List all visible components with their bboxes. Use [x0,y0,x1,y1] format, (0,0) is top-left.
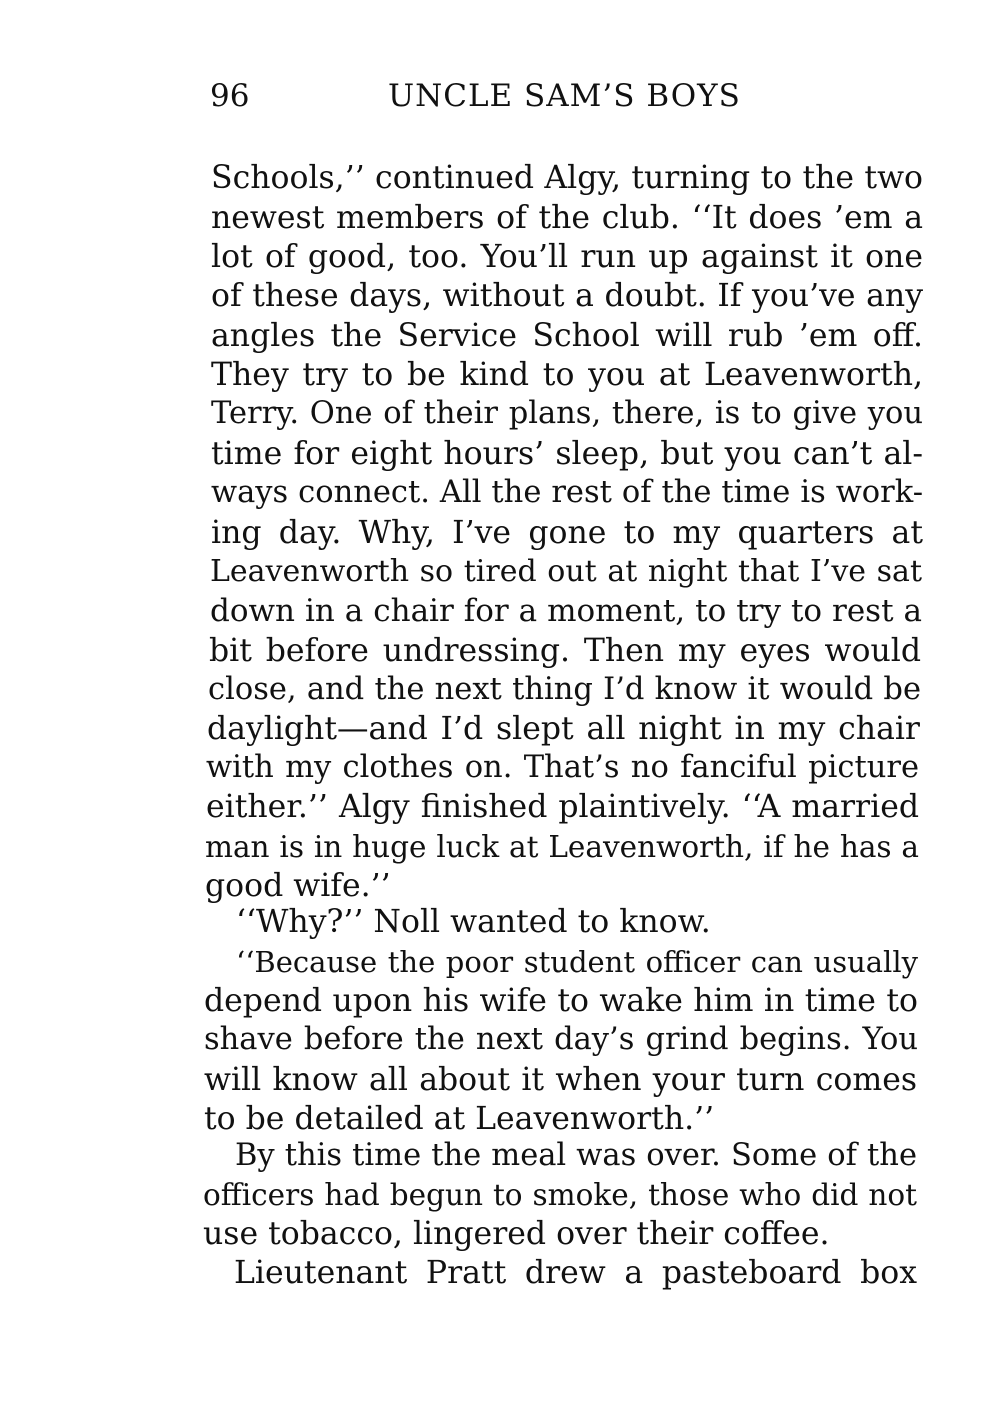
text-line: good wife.’’ [205,868,391,904]
text-line: will know all about it when your turn comes [204,1062,917,1098]
text-line: Leavenworth so tired out at night that I’ve sat [210,554,922,589]
text-line: of these days, without a doubt. If you’ve any [211,278,923,314]
text-line: to be detailed at Leavenworth.’’ [204,1101,715,1137]
text-line: Lieutenant Pratt drew a pasteboard box [234,1255,917,1291]
text-line: with my clothes on. That’s no fanciful picture [206,750,919,785]
text-line: ‘‘Because the poor student officer can usually [236,945,918,979]
text-line: close, and the next thing I’d know it would be [208,672,921,707]
text-line: shave before the next day’s grind begins. You [204,1022,918,1057]
text-line: down in a chair for a moment, to try to rest a [210,593,922,629]
text-line: use tobacco, lingered over their coffee. [203,1216,830,1252]
text-line: ‘‘Why?’’ Noll wanted to know. [236,904,711,940]
text-line: officers had begun to smoke, those who did not [203,1178,917,1212]
text-line: time for eight hours’ sleep, but you can’t al- [211,436,923,472]
text-line: ing day. Why, I’ve gone to my quarters at [211,515,923,551]
text-line: They try to be kind to you at Leavenworth, [211,357,923,393]
text-line: ways connect. All the rest of the time is work- [211,475,923,510]
running-title: UNCLE SAM’S BOYS [388,78,741,114]
text-line: Schools,’’ continued Algy, turning to the two [211,160,923,196]
page-number: 96 [210,78,250,114]
text-line: By this time the meal was over. Some of the [235,1138,917,1173]
text-line: either.’’ Algy finished plaintively. ‘‘A married [206,789,919,825]
text-line: daylight—and I’d slept all night in my chair [207,711,920,747]
text-line: lot of good, too. You’ll run up against it one [211,239,923,275]
text-line: Terry. One of their plans, there, is to give you [211,396,923,431]
text-line: newest members of the club. ‘‘It does ’em a [211,200,923,236]
text-line: man is in huge luck at Leavenworth, if he has a [205,830,919,864]
text-line: depend upon his wife to wake him in time to [204,983,918,1019]
text-line: angles the Service School will rub ’em off. [211,318,923,354]
text-line: bit before undressing. Then my eyes would [209,633,921,669]
